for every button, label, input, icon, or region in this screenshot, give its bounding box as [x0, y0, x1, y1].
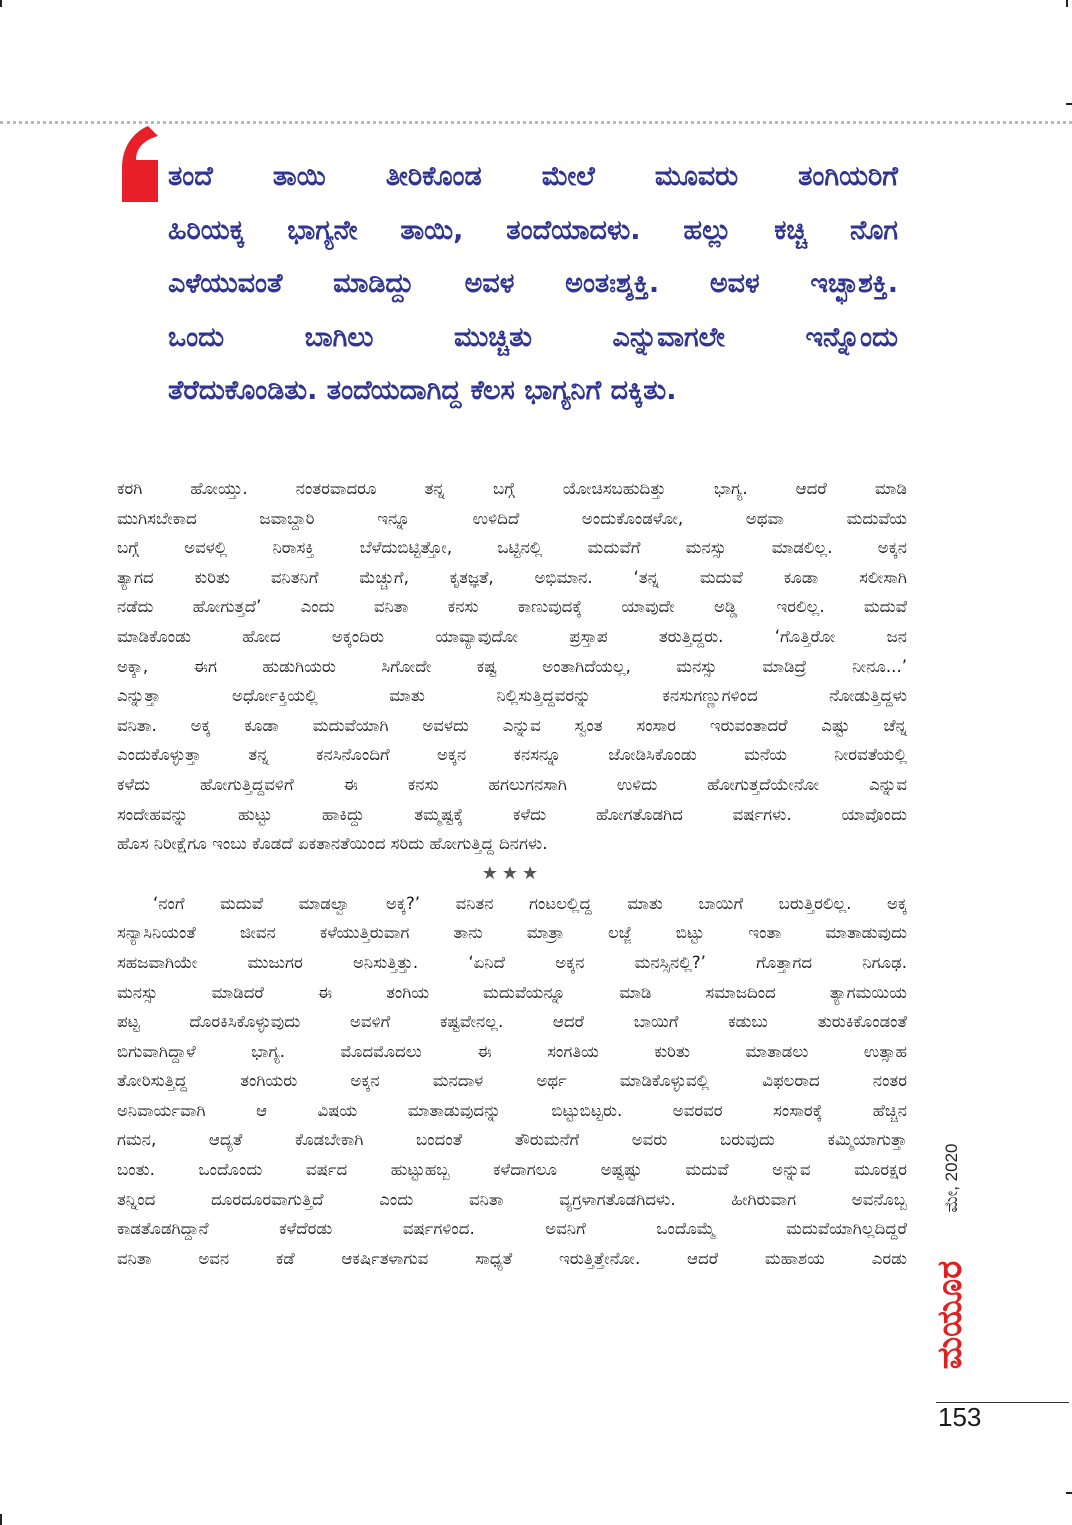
body-line: ಅನಿವಾರ್ಯವಾಗಿ ಆ ವಿಷಯ ಮಾತಾಡುವುದನ್ನು ಬಿಟ್ಟುಬಿಟ್ಟರು. ಅವರವರ ಸಂಸಾರಕ್ಕೆ ಹೆಚ್ಚಿನ [117, 1100, 907, 1120]
body-line: ಸಂದೇಹವನ್ನು ಹುಟ್ಟು ಹಾಕಿದ್ದು ತಮ್ಮಷ್ಟಕ್ಕೆ ಕಳೆದು ಹೋಗತೊಡಗಿದ ವರ್ಷಗಳು. ಯಾವೊಂದು [117, 804, 907, 824]
body-line: ಕಾಡತೊಡಗಿದ್ದಾನೆ ಕಳೆದೆರಡು ವರ್ಷಗಳಿಂದ. ಅವನಿಗೆ ಒಂದೊಮ್ಮೆ ಮದುವೆಯಾಗಿಲ್ಲದಿದ್ದರೆ [117, 1219, 907, 1239]
magazine-logo-text: ಮಯೂರ [930, 1260, 970, 1370]
body-line: ಮಾಡಿಕೊಂಡು ಹೋದ ಅಕ್ಕಂದಿರು ಯಾವ್ಯಾವುದೋ ಪ್ರಸ್ತಾಪ ತರುತ್ತಿದ್ದರು. ‘ಗೊತ್ತಿರೋ ಜನ [117, 626, 907, 646]
body-line: ಮನಸ್ಸು ಮಾಡಿದರೆ ಈ ತಂಗಿಯ ಮದುವೆಯನ್ನೂ ಮಾಡಿ ಸಮಾಜದಿಂದ ತ್ಯಾಗಮಯಿಯ [117, 982, 907, 1002]
section-separator: ★★★ [481, 862, 543, 884]
crop-mark-top-right [1066, 0, 1068, 7]
pull-quote-line: ಒಂದು ಬಾಗಿಲು ಮುಚ್ಚಿತು ಎನ್ನುವಾಗಲೇ ಇನ್ನೊಂದು [168, 321, 898, 353]
body-line: ಗಮನ, ಆದ್ಯತೆ ಕೊಡಬೇಕಾಗಿ ಬಂದಂತೆ ತೌರುಮನೆಗೆ ಅವರು ಬರುವುದು ಕಮ್ಮಿಯಾಗುತ್ತಾ [117, 1130, 907, 1150]
crop-mark-bottom-left [0, 1514, 2, 1525]
body-line: ಬಂತು. ಒಂದೊಂದು ವರ್ಷದ ಹುಟ್ಟುಹಬ್ಬ ಕಳೆದಾಗಲೂ ಅಷ್ಟಷ್ಟು ಮದುವೆ ಅನ್ನುವ ಮೂರಕ್ಷರ [117, 1160, 907, 1180]
body-line: ಹೊಸ ನಿರೀಕ್ಷೆಗೂ ಇಂಬು ಕೊಡದೆ ಏಕತಾನತೆಯಿಂದ ಸರಿದು ಹೋಗುತ್ತಿದ್ದ ದಿನಗಳು. [117, 834, 548, 854]
body-line: ಬಿಗುವಾಗಿದ್ದಾಳೆ ಭಾಗ್ಯ. ಮೊದಮೊದಲು ಈ ಸಂಗತಿಯ ಕುರಿತು ಮಾತಾಡಲು ಉತ್ಸಾಹ [117, 1041, 907, 1061]
crop-mark-right-lower [1066, 1492, 1072, 1494]
body-line: ‘ನಂಗೆ ಮದುವೆ ಮಾಡಲ್ವಾ ಅಕ್ಕ?’ ವನಿತನ ಗಂಟಲಲ್ಲಿದ್ದ ಮಾತು ಬಾಯಿಗೆ ಬರುತ್ತಿರಲಿಲ್ಲ. ಅಕ್ಕ [153, 893, 907, 913]
body-line: ವನಿತಾ ಅವನ ಕಡೆ ಆಕರ್ಷಿತಳಾಗುವ ಸಾಧ್ಯತೆ ಇರುತ್ತಿತ್ತೇನೋ. ಆದರೆ ಮಹಾಶಯ ಎರಡು [117, 1248, 907, 1268]
pull-quote-line: ಎಳೆಯುವಂತೆ ಮಾಡಿದ್ದು ಅವಳ ಅಂತಃಶ್ಶಕ್ತಿ. ಅವಳ ಇಚ್ಛಾಶಕ್ತಿ. [168, 268, 898, 299]
body-line: ಪಟ್ಟ ದೊರಕಿಸಿಕೊಳ್ಳುವುದು ಅವಳಿಗೆ ಕಷ್ಟವೇನಲ್ಲ. ಆದರೆ ಬಾಯಿಗೆ ಕಡುಬು ತುರುಕಿಕೊಂಡಂತೆ [117, 1012, 907, 1032]
body-line: ತೋರಿಸುತ್ತಿದ್ದ ತಂಗಿಯರು ಅಕ್ಕನ ಮನದಾಳ ಅರ್ಥ ಮಾಡಿಕೊಳ್ಳುವಲ್ಲಿ ವಿಫಲರಾದ ನಂತರ [117, 1071, 907, 1091]
crop-mark-top-left [0, 0, 2, 7]
body-line: ವನಿತಾ. ಅಕ್ಕ ಕೂಡಾ ಮದುವೆಯಾಗಿ ಅವಳದು ಎನ್ನುವ ಸ್ವಂತ ಸಂಸಾರ ಇರುವಂತಾದರೆ ಎಷ್ಟು ಚೆನ್ನ [117, 715, 907, 735]
issue-date-text: ಮೇ, 2020 [942, 1143, 961, 1213]
body-line: ಸನ್ಯಾಸಿನಿಯಂತೆ ಜೀವನ ಕಳೆಯುತ್ತಿರುವಾಗ ತಾನು ಮಾತ್ರಾ ಲಜ್ಜೆ ಬಿಟ್ಟು ಇಂತಾ ಮಾತಾಡುವುದು [117, 923, 907, 943]
article-body [117, 474, 907, 1273]
quote-mark-icon [118, 124, 162, 204]
body-line: ಕರಗಿ ಹೋಯ್ತು. ನಂತರವಾದರೂ ತನ್ನ ಬಗ್ಗೆ ಯೋಚಿಸಬಹುದಿತ್ತು ಭಾಗ್ಯ. ಆದರೆ ಮಾಡಿ [117, 479, 907, 498]
pull-quote-line: ತೆರೆದುಕೊಂಡಿತು. ತಂದೆಯದಾಗಿದ್ದ ಕೆಲಸ ಭಾಗ್ಯನಿಗೆ ದಕ್ಕಿತು. [168, 375, 677, 406]
pull-quote-line: ತಂದೆ ತಾಯಿ ತೀರಿಕೊಂಡ ಮೇಲೆ ಮೂವರು ತಂಗಿಯರಿಗೆ [168, 161, 898, 192]
body-line: ತ್ಯಾಗದ ಕುರಿತು ವನಿತನಿಗೆ ಮೆಚ್ಚುಗೆ, ಕೃತಜ್ಞತೆ, ಅಭಿಮಾನ. ‘ತನ್ನ ಮದುವೆ ಕೂಡಾ ಸಲೀಸಾಗಿ [117, 567, 907, 587]
pull-quote-line: ಹಿರಿಯಕ್ಕ ಭಾಗ್ಯನೇ ತಾಯಿ, ತಂದೆಯಾದಳು. ಹಲ್ಲು ಕಚ್ಚಿ ನೊಗ [168, 214, 898, 246]
body-line: ಕಳೆದು ಹೋಗುತ್ತಿದ್ದವಳಿಗೆ ಈ ಕನಸು ಹಗಲುಗನಸಾಗಿ ಉಳಿದು ಹೋಗುತ್ತದೆಯೇನೋ ಎನ್ನುವ [117, 774, 907, 794]
body-line: ಮುಗಿಸಬೇಕಾದ ಜವಾಬ್ದಾರಿ ಇನ್ನೂ ಉಳಿದಿದೆ ಅಂದುಕೊಂಡಳೋ, ಅಥವಾ ಮದುವೆಯ [117, 508, 907, 528]
body-line: ಅಕ್ಕಾ, ಈಗ ಹುಡುಗಿಯರು ಸಿಗೋದೇ ಕಷ್ಟ ಅಂತಾಗಿದೆಯಲ್ಲ, ಮನಸ್ಸು ಮಾಡಿದ್ರೆ ನೀನೂ...’ [117, 656, 907, 676]
body-line: ಸಹಜವಾಗಿಯೇ ಮುಜುಗರ ಅನಿಸುತ್ತಿತ್ತು. ‘ಏನಿದೆ ಅಕ್ಕನ ಮನಸ್ಸಿನಲ್ಲಿ?’ ಗೊತ್ತಾಗದ ನಿಗೂಢ. [117, 952, 907, 972]
body-line: ಬಗ್ಗೆ ಅವಳಲ್ಲಿ ನಿರಾಸಕ್ತಿ ಬೆಳೆದುಬಿಟ್ಟಿತ್ತೋ, ಒಟ್ಟಿನಲ್ಲಿ ಮದುವೆಗೆ ಮನಸ್ಸು ಮಾಡಲಿಲ್ಲ. ಅಕ್ಕನ [117, 538, 907, 558]
body-line: ತನ್ನಿಂದ ದೂರದೂರವಾಗುತ್ತಿದೆ ಎಂದು ವನಿತಾ ವ್ಯಗ್ರಳಾಗತೊಡಗಿದಳು. ಹೀಗಿರುವಾಗ ಅವನೊಬ್ಬ [117, 1189, 907, 1209]
crop-mark-right-upper [1066, 103, 1072, 105]
pull-quote [168, 150, 898, 418]
body-line: ಎಂದುಕೊಳ್ಳುತ್ತಾ ತನ್ನ ಕನಸಿನೊಂದಿಗೆ ಅಕ್ಕನ ಕನಸನ್ನೂ ಜೋಡಿಸಿಕೊಂಡು ಮನೆಯ ನೀರವತೆಯಲ್ಲಿ [117, 745, 907, 765]
body-line: ಎನ್ನುತ್ತಾ ಅರ್ಧೋಕ್ತಿಯಲ್ಲಿ ಮಾತು ನಿಲ್ಲಿಸುತ್ತಿದ್ದವರನ್ನು ಕನಸುಗಣ್ಣುಗಳಿಂದ ನೋಡುತ್ತಿದ್ದಳು [117, 686, 907, 706]
magazine-logo [928, 1242, 972, 1388]
body-line: ನಡೆದು ಹೋಗುತ್ತದೆ’ ಎಂದು ವನಿತಾ ಕನಸು ಕಾಣುವುದಕ್ಕೆ ಯಾವುದೇ ಅಡ್ಡಿ ಇರಲಿಲ್ಲ. ಮದುವೆ [117, 597, 907, 617]
page-number: 153 [938, 1402, 982, 1432]
issue-date [937, 1133, 967, 1223]
